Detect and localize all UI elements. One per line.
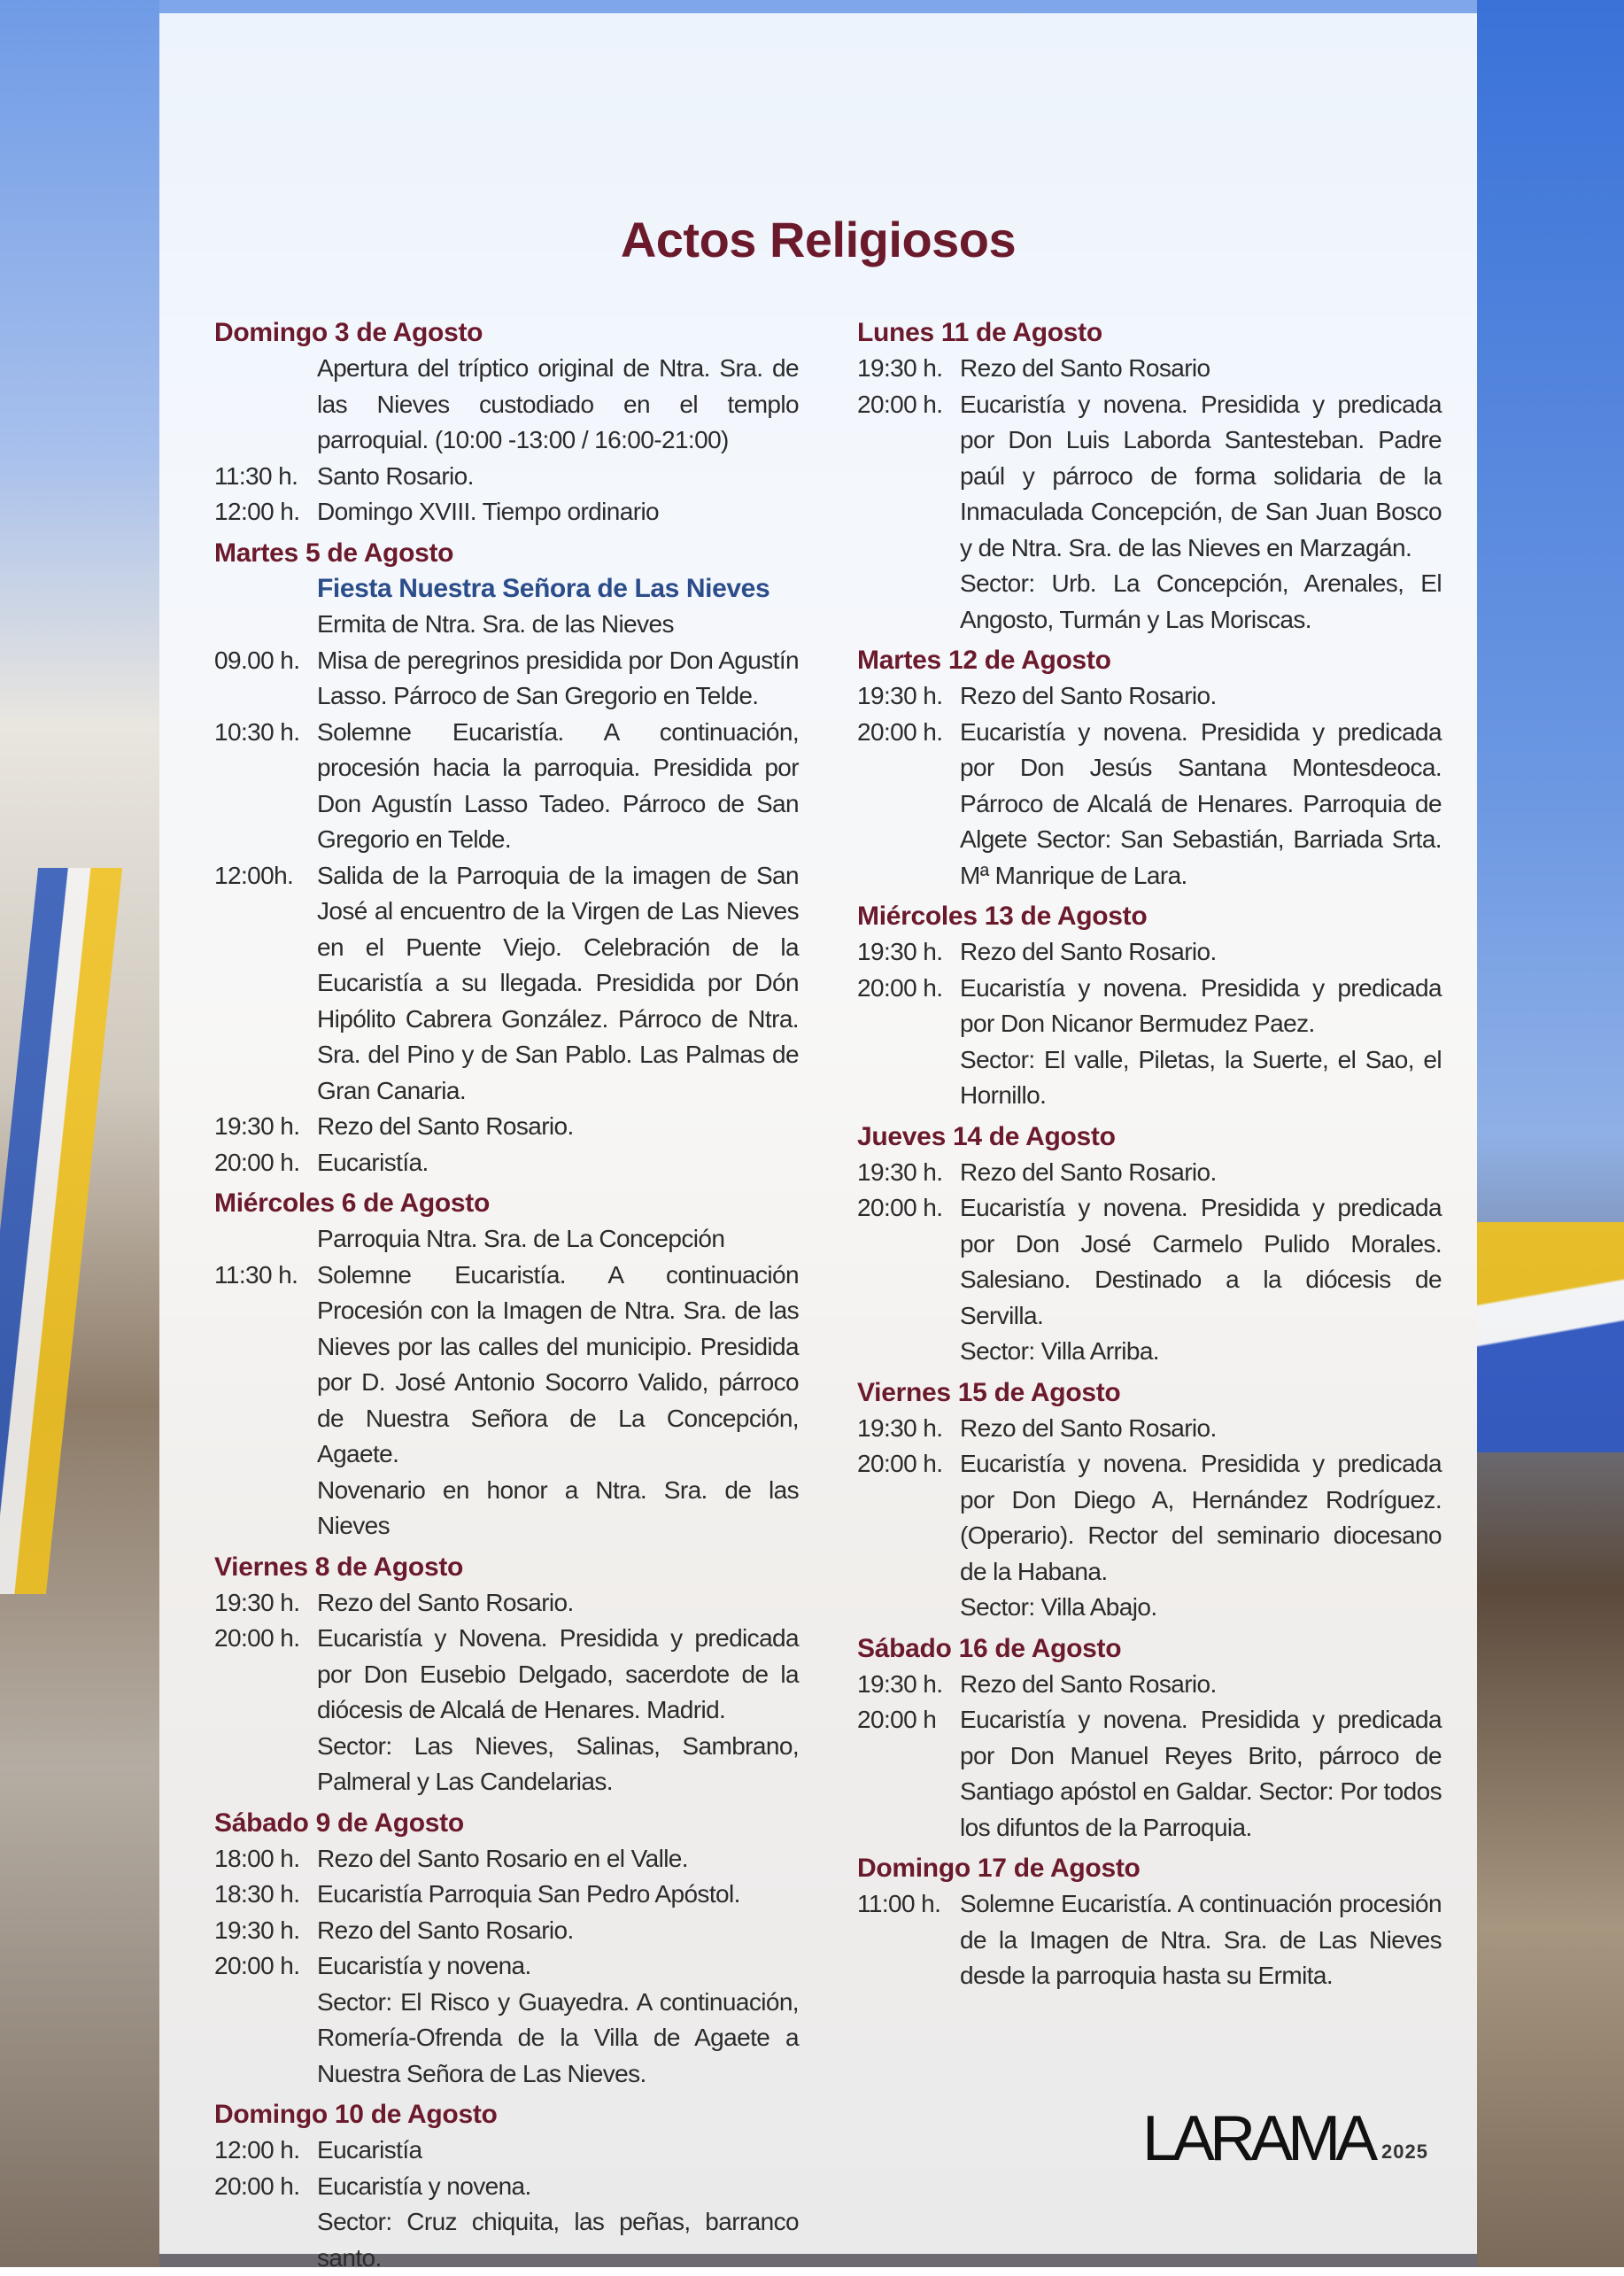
event-time [857,1334,960,1370]
event-description: Solemne Eucaristía. A continuación, procesión hacia la parroquia. Presidida por Don Agustín Lasso Tadeo. Párroco de San Gregorio en Telde. [317,717,799,853]
day-heading: Miércoles 13 de Agosto [857,902,1148,931]
event-description: Novenario en honor a Ntra. Sra. de las Nieves [317,1475,799,1539]
event-row [214,1109,799,1145]
event-time: 19:30 h. [214,1588,300,1616]
event-time [214,1473,317,1544]
event-row [214,494,799,530]
event-time: 19:30 h. [857,682,943,709]
day-heading: Domingo 3 de Agosto [214,318,483,347]
event-row [214,351,799,459]
event-row [214,858,799,1110]
event-row [214,715,799,858]
event-time: 19:30 h. [857,1413,943,1442]
event-row [857,1886,1442,1994]
event-time: 20:00 h. [857,717,943,746]
event-time: 18:30 h. [214,1880,300,1908]
event-time: 20:00 h. [857,1450,943,1477]
event-time: 20:00 h [857,1706,937,1733]
day-heading: Lunes 11 de Agosto [857,318,1102,347]
day-heading: Martes 5 de Agosto [214,538,454,568]
event-time: 12:00 h. [214,2136,300,2164]
event-row [214,2169,799,2205]
event-time: 20:00 h. [214,1148,300,1176]
event-description: Eucaristía y Novena. Presidida y predicada por Don Eusebio Delgado, sacerdote de la diócesis de Alcalá de Henares. Madrid. [317,1624,799,1723]
event-description: Rezo del Santo Rosario. [960,682,1217,709]
event-description: Rezo del Santo Rosario. [960,1669,1217,1698]
day-heading: Domingo 10 de Agosto [214,2100,498,2129]
left-column [214,310,799,2276]
event-time: 20:00 h. [857,1194,943,1221]
event-row [857,1042,1442,1114]
event-time [214,1729,317,1800]
event-row [857,566,1442,638]
event-row [857,1667,1442,1703]
event-description: Solemne Eucaristía. A continuación Procesión con la Imagen de Ntra. Sra. de las Nieves por las calles del municipio. Presidida por D. José Antonio Socorro Valido, párroco de Nuestra Señora de La Concepción, Agaete. [317,1260,799,1467]
feast-title: Fiesta Nuestra Señora de Las Nieves [317,573,770,603]
page-title: Actos Religiosos [620,212,1017,267]
event-time: 19:30 h. [214,1112,300,1140]
event-row [214,1948,799,1985]
event-description: Parroquia Ntra. Sra. de La Concepción [317,1225,725,1252]
event-row [214,2133,799,2169]
event-row [214,1145,799,1181]
event-time: 19:30 h. [857,1157,943,1186]
event-description: Eucaristía y novena. Presidida y predicada por Don Nicanor Bermudez Paez. [960,973,1442,1037]
event-description: Sector: Villa Abajo. [960,1593,1157,1621]
event-row [214,2204,799,2276]
event-description: Eucaristía y novena. Presidida y predicada por Don José Carmelo Pulido Morales. Salesiano. Destinado a la diócesis de Servilla. [960,1194,1442,1329]
event-description: Rezo del Santo Rosario. [960,1413,1217,1442]
event-time: 20:00 h. [214,2171,300,2200]
event-time: 09.00 h. [214,646,300,674]
event-description: Eucaristía y novena. [317,1952,531,1979]
event-description: Apertura del tríptico original de Ntra. Sra. de las Nieves custodiado en el templo parroquial. (10:00 -13:00 / 16:00-21:00) [317,354,799,453]
event-description: Sector: Las Nieves, Salinas, Sambrano, Palmeral y Las Candelarias. [317,1731,799,1795]
day-heading: Miércoles 6 de Agosto [214,1188,491,1218]
event-description: Eucaristía y novena. [317,2171,531,2200]
event-time: 19:30 h. [857,1669,943,1698]
la-rama-logo [1142,2103,1443,2174]
event-description: Rezo del Santo Rosario. [960,1157,1217,1186]
event-row [214,1473,799,1544]
event-description: Sector: Urb. La Concepción, Arenales, El Angosto, Turmán y Las Moriscas. [960,569,1442,633]
feast-row [214,571,799,608]
event-row [857,971,1442,1042]
event-row [214,1585,799,1622]
event-description: Eucaristía y novena. Presidida y predicada por Don Jesús Santana Montesdeoca. Párroco de Alcalá de Henares. Parroquia de Algete Sector: San Sebastián, Barriada Srta. Mª Manrique de Lara. [960,717,1442,889]
event-description: Domingo XVIII. Tiempo ordinario [317,498,660,525]
day-heading: Viernes 15 de Agosto [857,1377,1121,1407]
event-time: 12:00h. [214,861,294,889]
day-heading: Jueves 14 de Agosto [857,1121,1116,1151]
event-description: Ermita de Ntra. Sra. de las Nieves [317,610,674,638]
event-time: 19:30 h. [214,1916,300,1944]
event-description: Rezo del Santo Rosario [960,354,1210,382]
event-row [857,387,1442,567]
day-heading: Domingo 17 de Agosto [857,1854,1141,1883]
day-heading: Sábado 9 de Agosto [214,1808,464,1838]
event-description: Rezo del Santo Rosario. [960,938,1217,965]
event-time [857,566,960,638]
event-row [214,1729,799,1800]
event-row [857,934,1442,971]
event-time: 11:00 h. [857,1890,941,1917]
event-time [214,607,317,643]
event-row [214,1913,799,1949]
day-heading: Martes 12 de Agosto [857,646,1111,675]
event-description: Eucaristía. [317,1148,429,1176]
event-row [857,1155,1442,1191]
day-heading: Sábado 16 de Agosto [857,1633,1122,1663]
event-time: 18:00 h. [214,1844,300,1872]
event-time: 10:30 h. [214,717,300,746]
event-description: Misa de peregrinos presidida por Don Agustín Lasso. Párroco de San Gregorio en Telde. [317,646,799,709]
event-time: 19:30 h. [857,938,943,965]
event-row [857,678,1442,715]
event-row [214,607,799,643]
logo-wordmark: LARAMA [1142,2103,1373,2174]
event-row [857,1590,1442,1626]
event-description: Sector: El valle, Piletas, la Suerte, el Sao, el Hornillo. [960,1045,1442,1109]
event-row [214,1621,799,1729]
day-heading: Viernes 8 de Agosto [214,1552,464,1582]
event-row [857,715,1442,894]
event-description: Salida de la Parroquia de la imagen de San José al encuentro de la Virgen de Las Nieves en el Puente Viejo. Celebración de la Eucaristía a su llegada. Presidida por Dón Hipólito Cabrera González. Párroco de Ntra. Sra. del Pino y de San Pablo. Las Palmas de Gran Canaria. [317,861,799,1104]
event-time [214,351,317,459]
event-row [214,1221,799,1258]
event-time: 11:30 h. [214,1260,298,1289]
event-row [857,1411,1442,1447]
event-description: Eucaristía y novena. Presidida y predicada por Don Manuel Reyes Brito, párroco de Santiago apóstol en Galdar. Sector: Por todos los difuntos de la Parroquia. [960,1706,1442,1841]
right-column [857,310,1442,1994]
event-description: Sector: Villa Arriba. [960,1337,1159,1365]
event-row [214,1985,799,2093]
event-description: Eucaristía y novena. Presidida y predicada por Don Luis Laborda Santesteban. Padre paúl y párroco de forma solidaria de la Inmaculada Concepción, de San Juan Bosco y de Ntra. Sra. de las Nieves en Marzagán. [960,390,1442,561]
event-time [214,1221,317,1258]
event-time [857,1590,960,1626]
event-time: 12:00 h. [214,498,300,525]
event-description: Rezo del Santo Rosario. [317,1588,574,1616]
event-row [214,1258,799,1473]
event-time: 20:00 h. [857,390,943,418]
event-row [214,643,799,715]
sky-photo-right [1477,0,1624,2267]
event-description: Rezo del Santo Rosario. [317,1916,574,1944]
event-time [214,2204,317,2276]
event-description: Eucaristía [317,2136,422,2164]
event-row [857,1702,1442,1846]
event-description: Sector: Cruz chiquita, las peñas, barranco santo. [317,2208,799,2272]
event-time: 20:00 h. [214,1624,300,1652]
event-description: Rezo del Santo Rosario en el Valle. [317,1844,688,1872]
event-row [857,351,1442,387]
event-description: Eucaristía Parroquia San Pedro Apóstol. [317,1880,740,1908]
logo-year: 2025 [1381,2141,1428,2163]
event-row [857,1190,1442,1334]
canary-flag-right [1477,1222,1624,1452]
event-description: Solemne Eucaristía. A continuación procesión de la Imagen de Ntra. Sra. de Las Nieves desde la parroquia hasta su Ermita. [960,1890,1442,1989]
event-time [857,1042,960,1114]
event-time: 19:30 h. [857,354,943,382]
event-row [214,459,799,495]
event-description: Eucaristía y novena. Presidida y predicada por Don Diego A, Hernández Rodríguez. (Operario). Rector del seminario diocesano de la Habana. [960,1450,1442,1585]
event-description: Santo Rosario. [317,461,474,490]
event-row [857,1446,1442,1590]
event-time: 11:30 h. [214,461,298,490]
event-description: Rezo del Santo Rosario. [317,1112,574,1140]
event-time: 20:00 h. [214,1952,300,1979]
event-row [214,1841,799,1877]
event-row [857,1334,1442,1370]
event-time: 20:00 h. [857,973,943,1002]
event-row [214,1877,799,1913]
event-time [214,1985,317,2093]
event-description: Sector: El Risco y Guayedra. A continuación, Romería-Ofrenda de la Villa de Agaete a Nuestra Señora de Las Nieves. [317,1987,799,2087]
